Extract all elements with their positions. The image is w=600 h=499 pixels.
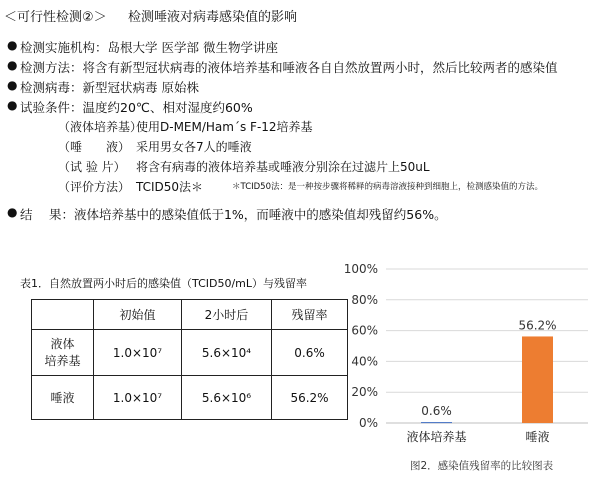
y-tick-label: 60% xyxy=(351,323,378,338)
initial-value: 1.0×10⁷ xyxy=(94,330,182,376)
bullet-institution: ● 检测实施机构：岛根大学 医学部 微生物学讲座 xyxy=(7,38,278,55)
bullet-dot-icon: ● xyxy=(7,205,18,219)
residual-rate: 0.6% xyxy=(272,330,348,376)
bullet-dot-icon: ● xyxy=(7,78,18,92)
table-header-cell: 残留率 xyxy=(272,300,348,330)
initial-value: 1.0×10⁷ xyxy=(94,376,182,420)
data-label: 56.2% xyxy=(518,318,557,333)
y-tick-label: 0% xyxy=(358,416,378,430)
x-tick-label: 液体培养基 xyxy=(406,430,467,444)
table-header-cell: 2小时后 xyxy=(182,300,272,330)
table-row xyxy=(32,376,348,420)
bullet-method: ● 检测方法：将含有新型冠状病毒的液体培养基和唾液各自自然放置两小时，然后比较两者的感染值 xyxy=(7,58,558,75)
sub-item-evaluation: （评价方法） TCID50法＊ xyxy=(58,180,204,194)
table-header-cell xyxy=(32,300,94,330)
table-header-row xyxy=(32,300,348,330)
bar-chart xyxy=(330,253,598,455)
table-caption: 表1．自然放置两小时后的感染值（TCID50/mL）与残留率 xyxy=(20,277,308,290)
sub-item-medium: （液体培养基）使用D-MEM/Ham´s F-12培养基 xyxy=(58,120,313,134)
bar xyxy=(522,336,553,423)
after-value: 5.6×10⁶ xyxy=(182,376,272,420)
table-header-cell: 初始值 xyxy=(94,300,182,330)
sub-item-test-piece: （试 验 片） 将含有病毒的液体培养基或唾液分别涂在过滤片上50uL xyxy=(58,160,430,174)
row-label: 唾液 xyxy=(32,376,94,420)
footnote: ＊TCID50法：是一种按步骤将稀释的病毒溶液接种到细胞上，检测感染值的方法。 xyxy=(232,182,544,192)
y-tick-label: 20% xyxy=(351,385,378,400)
page-title: 检测唾液对病毒感染值的影响 xyxy=(128,10,298,25)
bullet-dot-icon: ● xyxy=(7,38,18,52)
sub-item-saliva: （唾 液） 采用男女各7人的唾液 xyxy=(58,140,252,154)
bullet-dot-icon: ● xyxy=(7,58,18,72)
section-tag: ＜可行性检测②＞ xyxy=(4,10,107,25)
bullet-virus: ● 检测病毒：新型冠状病毒 原始株 xyxy=(7,78,199,95)
bar xyxy=(421,422,452,423)
row-label: 液体 培养基 xyxy=(32,330,94,376)
y-tick-label: 80% xyxy=(351,292,378,307)
residual-rate: 56.2% xyxy=(272,376,348,420)
bullet-conditions: ● 试验条件：温度约20℃、相对湿度约60% xyxy=(7,98,253,115)
y-tick-label: 40% xyxy=(351,354,378,369)
chart-caption: 图2．感染值残留率的比较图表 xyxy=(410,460,554,472)
bullet-dot-icon: ● xyxy=(7,98,18,112)
after-value: 5.6×10⁴ xyxy=(182,330,272,376)
x-tick-label: 唾液 xyxy=(525,430,550,444)
data-label: 0.6% xyxy=(421,404,452,419)
bullet-result: ● 结 果：液体培养基中的感染值低于1%，而唾液中的感染值却残留约56%。 xyxy=(7,205,447,222)
table-row xyxy=(32,330,348,376)
data-table xyxy=(31,299,348,420)
y-tick-label: 100% xyxy=(343,262,378,276)
